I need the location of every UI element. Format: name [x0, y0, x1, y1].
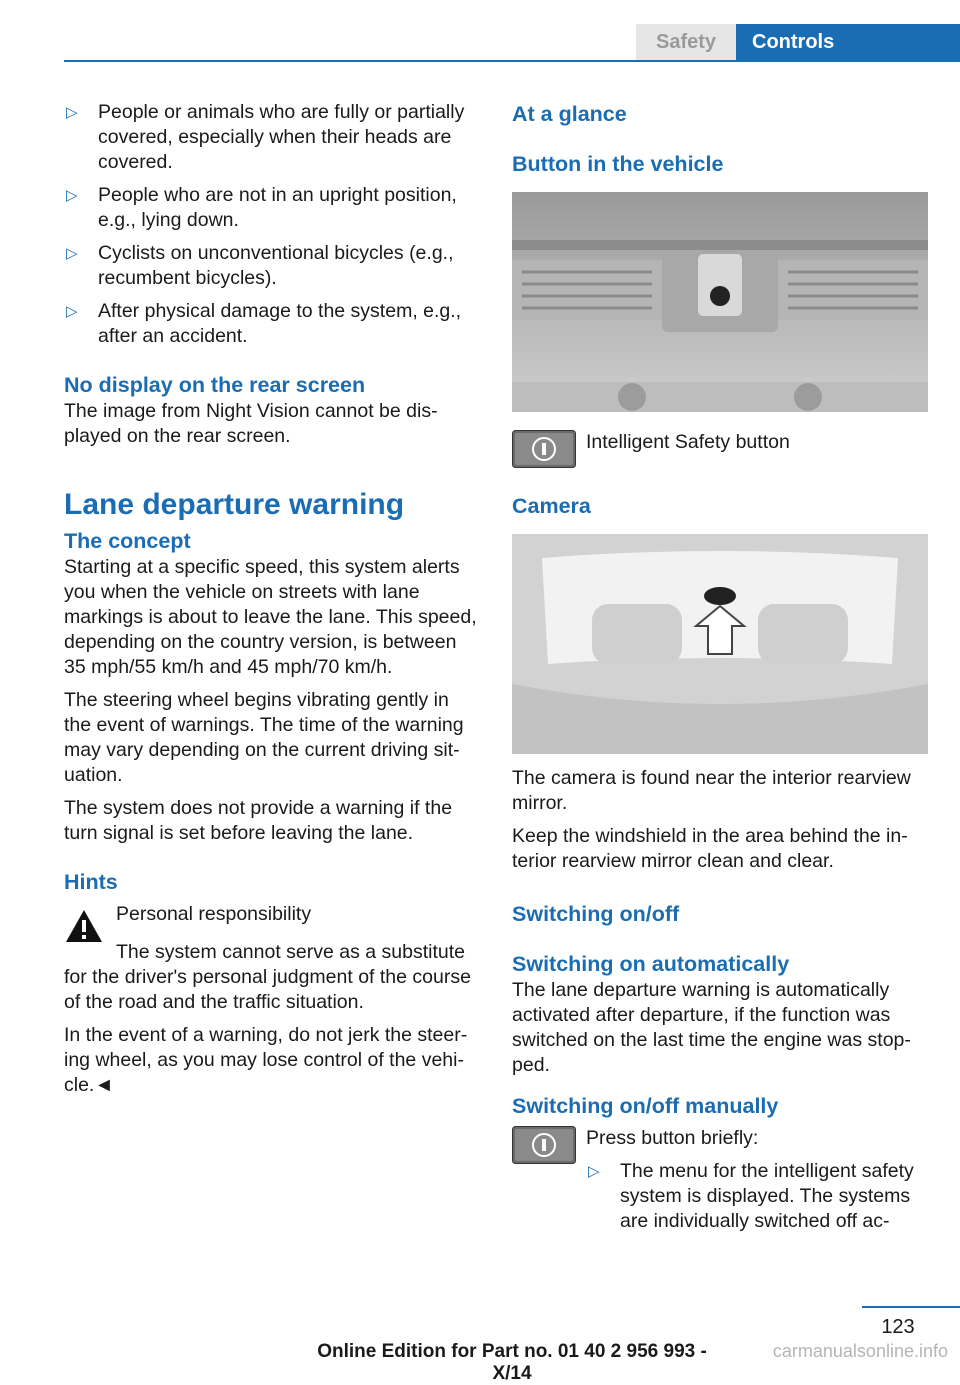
manual-instructions [586, 1126, 928, 1242]
edition-text: Online Edition for Part no. 01 40 2 956 993 - X/14 [317, 1341, 707, 1384]
list-item: ▷ People or animals who are fully or partially covered, especially when their heads are covered. [66, 101, 465, 173]
warning-triangle-icon [64, 908, 104, 944]
hints-heading: Hints [64, 870, 118, 894]
manual-bullet-list [586, 1159, 928, 1234]
list-item: ▷ Cyclists on unconventional bicycles (e.g., recumbent bicycles). [66, 242, 454, 289]
switching-heading: Switching on/off [512, 902, 680, 926]
intelligent-safety-caption: Intelligent Safety button [586, 431, 790, 453]
camera-paragraph-2: Keep the windshield in the area behind the in-terior rearview mirror clean and clear. [512, 825, 908, 872]
warning-text: The system cannot serve as a substitute for the driver's personal judgment of the course of the road and the traffic situation. [64, 941, 471, 1013]
page-number: 123 [881, 1316, 915, 1338]
triangle-bullet-icon: ▷ [66, 245, 78, 262]
list-item: ▷ People who are not in an upright position, e.g., lying down. [66, 184, 457, 231]
list-item: ▷ After physical damage to the system, e.g., after an accident. [66, 300, 462, 347]
intelligent-safety-button-icon [512, 1126, 576, 1164]
triangle-bullet-icon: ▷ [66, 187, 78, 204]
switching-manual-heading: Switching on/off manually [512, 1094, 779, 1118]
dashboard-illustration [512, 192, 928, 412]
camera-paragraph-1: The camera is found near the interior rearview mirror. [512, 767, 911, 814]
camera-illustration [512, 534, 928, 754]
warning-title: Personal responsibility [116, 903, 312, 925]
intelligent-safety-button-icon [512, 430, 576, 468]
list-item: ▷ The menu for the intelligent safety system is displayed. The systems are individually switched off ac- [588, 1160, 914, 1232]
camera-photo [512, 534, 928, 754]
warning-block [64, 902, 480, 942]
footer-rule [862, 1306, 960, 1308]
concept-paragraph-2: The steering wheel begins vibrating gently in the event of warnings. The time of the warning may vary depending on the current driving sit-uation. [64, 689, 464, 786]
dashboard-photo [512, 192, 928, 412]
no-display-heading: No display on the rear screen [64, 373, 366, 397]
triangle-bullet-icon: ▷ [66, 104, 78, 121]
concept-paragraph-1: Starting at a specific speed, this system alerts you when the vehicle on streets with lane markings is about to leave the lane. This speed, depending on the country version, is between 35 mph/55 km/h and 45 mph/70 km/h. [64, 556, 477, 678]
switching-auto-text: The lane departure warning is automatically activated after departure, if the function was switched on the last time the engine was stop-ped. [512, 979, 911, 1076]
section-tab-controls: Controls [736, 24, 960, 60]
at-a-glance-heading: At a glance [512, 102, 627, 126]
press-button-text: Press button briefly: [586, 1127, 759, 1149]
hint-paragraph: In the event of a warning, do not jerk the steer-ing wheel, as you may lose control of the vehi-cle.◄ [64, 1024, 468, 1096]
triangle-bullet-icon: ▷ [588, 1163, 600, 1180]
left-column [64, 100, 480, 1106]
camera-heading: Camera [512, 494, 591, 518]
concept-heading: The concept [64, 529, 191, 553]
no-display-text: The image from Night Vision cannot be dis-played on the rear screen. [64, 400, 438, 447]
triangle-bullet-icon: ▷ [66, 303, 78, 320]
intelligent-safety-row [512, 430, 928, 468]
right-column [512, 100, 928, 1242]
button-in-vehicle-heading: Button in the vehicle [512, 152, 724, 176]
watermark: carmanualsonline.info [772, 1341, 948, 1361]
bullet-list-top [64, 100, 480, 349]
section-tab-safety: Safety [636, 24, 736, 60]
manual-button-row [512, 1126, 928, 1242]
lane-departure-title: Lane departure warning [64, 488, 405, 521]
switching-auto-heading: Switching on automatically [512, 952, 790, 976]
concept-paragraph-3: The system does not provide a warning if the turn signal is set before leaving the lane. [64, 797, 453, 844]
header-rule [64, 60, 960, 62]
